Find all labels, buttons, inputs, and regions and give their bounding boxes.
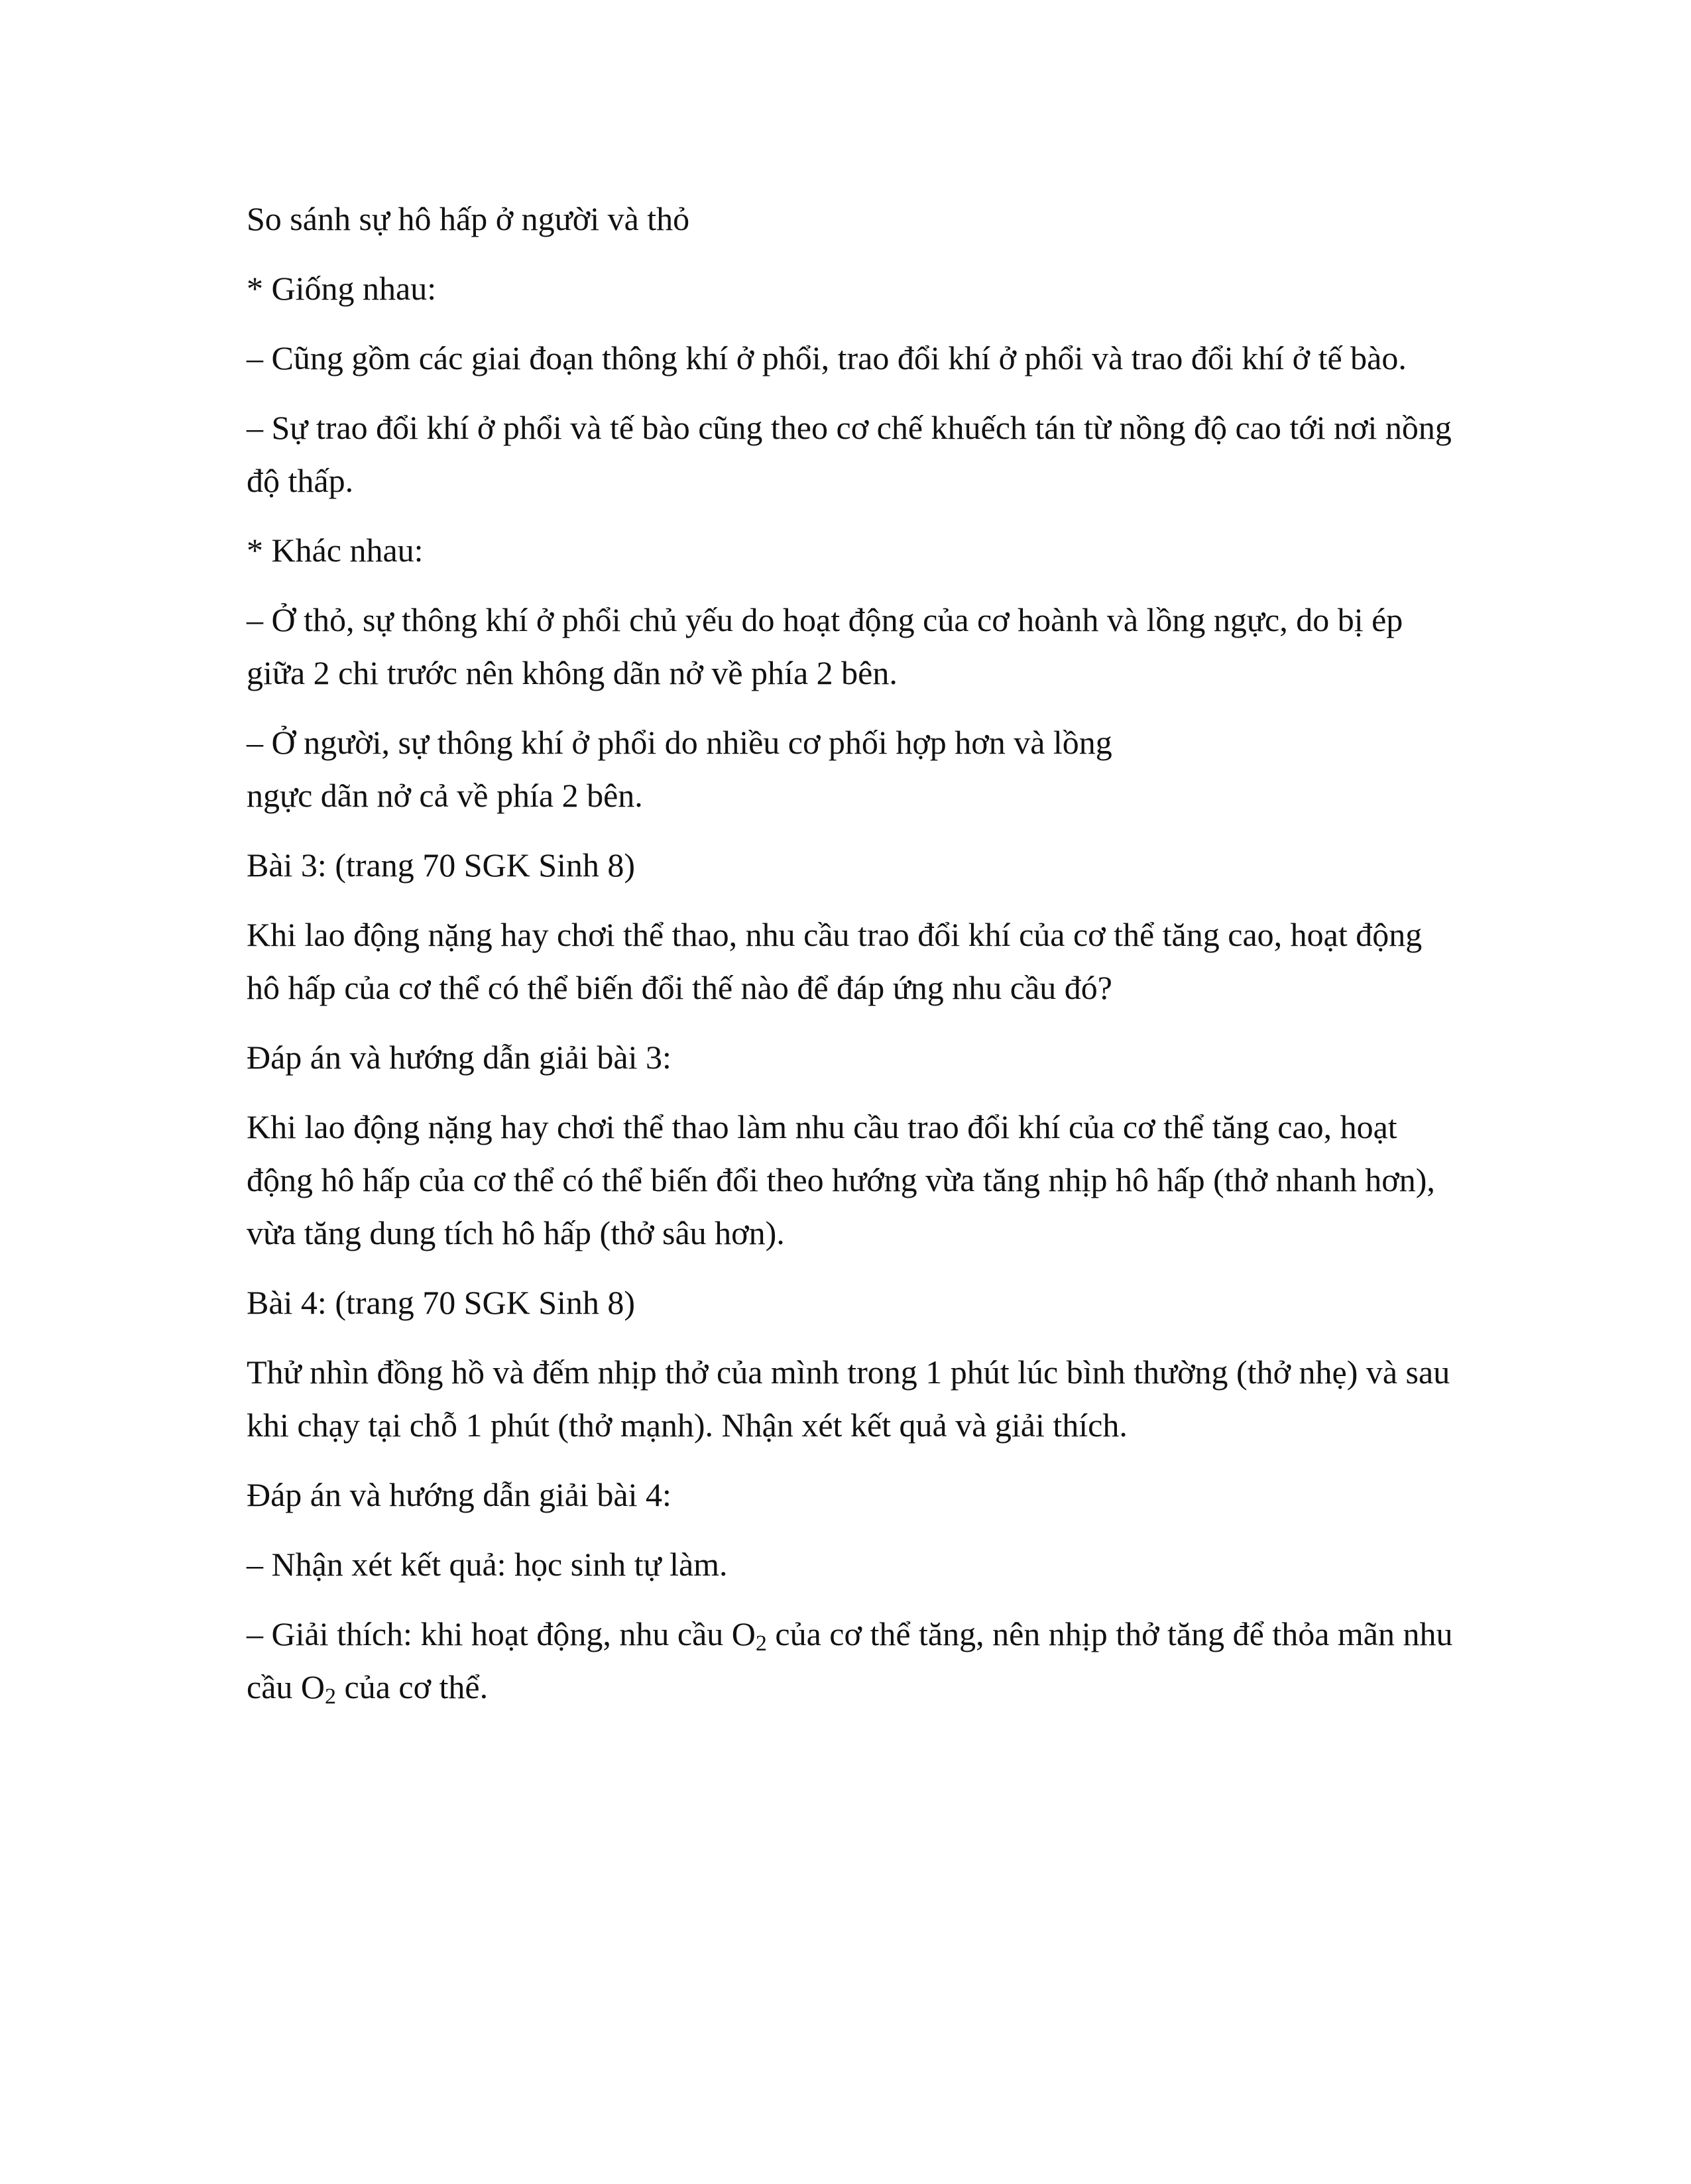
exercise-4-title: Bài 4: (trang 70 SGK Sinh 8) xyxy=(247,1284,636,1321)
exercise-3-answer: Khi lao động nặng hay chơi thể thao làm nhu cầu trao đổi khí của cơ thể tăng cao, hoạt động hô hấp của cơ thể có thể biến đổi theo hướng vừa tăng nhịp hô hấp (thở nhanh hơn), vừa tăng dung tích hô hấp (thở sâu hơn). xyxy=(247,1108,1435,1251)
document-page xyxy=(247,192,1460,1730)
oxygen-subscript-2: 2 xyxy=(325,1684,336,1709)
heading-similarities: * Giống nhau: xyxy=(247,270,437,307)
difference-item-rabbit: – Ở thỏ, sự thông khí ở phổi chủ yếu do hoạt động của cơ hoành và lồng ngực, do bị ép giữa 2 chi trước nên không dãn nở về phía 2 bên. xyxy=(247,601,1403,691)
difference-item-human-continued: ngực dãn nở cả về phía 2 bên. xyxy=(247,777,643,814)
exercise-4-question: Thử nhìn đồng hồ và đếm nhịp thở của mình trong 1 phút lúc bình thường (thở nhẹ) và sau khi chạy tại chỗ 1 phút (thở mạnh). Nhận xét kết quả và giải thích. xyxy=(247,1353,1450,1444)
exercise-3-title: Bài 3: (trang 70 SGK Sinh 8) xyxy=(247,846,636,884)
exercise-3-answer-heading: Đáp án và hướng dẫn giải bài 3: xyxy=(247,1039,671,1076)
difference-item-human: – Ở người, sự thông khí ở phổi do nhiều cơ phối hợp hơn và lồng xyxy=(247,724,1112,761)
heading-differences: * Khác nhau: xyxy=(247,532,424,569)
similarity-item-1: – Cũng gồm các giai đoạn thông khí ở phổi, trao đổi khí ở phổi và trao đổi khí ở tế bào. xyxy=(247,339,1407,376)
exercise-3-question: Khi lao động nặng hay chơi thể thao, nhu cầu trao đổi khí của cơ thể tăng cao, hoạt động hô hấp của cơ thể có thể biến đổi thế nào để đáp ứng nhu cầu đó? xyxy=(247,916,1423,1006)
explanation-text-1: – Giải thích: khi hoạt động, nhu cầu O xyxy=(247,1615,756,1652)
heading-comparison: So sánh sự hô hấp ở người và thỏ xyxy=(247,200,690,237)
explanation-text-2: của cơ thể tăng, nên nhịp thở tăng để thỏa mãn nhu cầu O xyxy=(247,1615,1453,1705)
exercise-4-answer-observation: – Nhận xét kết quả: học sinh tự làm. xyxy=(247,1546,728,1583)
exercise-4-answer-explanation xyxy=(247,1607,1460,1713)
oxygen-subscript-1: 2 xyxy=(755,1631,767,1656)
exercise-4-answer-heading: Đáp án và hướng dẫn giải bài 4: xyxy=(247,1476,671,1513)
similarity-item-2: – Sự trao đổi khí ở phổi và tế bào cũng theo cơ chế khuếch tán từ nồng độ cao tới nơi nồng độ thấp. xyxy=(247,409,1452,499)
explanation-text-3: của cơ thể. xyxy=(336,1668,489,1705)
